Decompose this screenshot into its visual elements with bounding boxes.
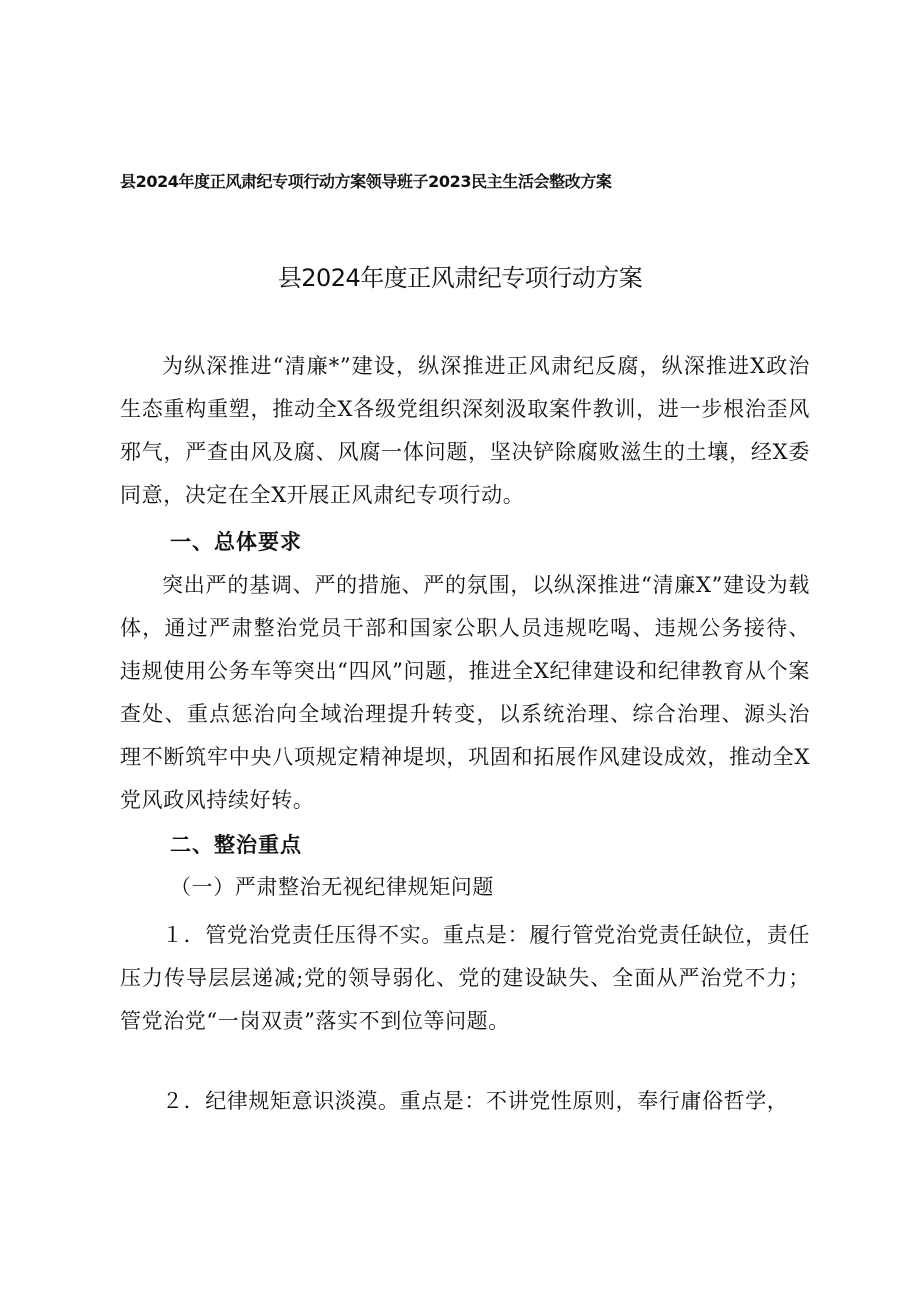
intro-paragraph: 为纵深推进“清廉*”建设，纵深推进正风肃纪反腐，纵深推进X政治生态重构重塑，推动全X各级党组织深刻汲取案件教训，进一步根治歪风邪气，严查由风及腐、风腐一体问题，坚决铲除腐败滋生的土壤，经X委同意，决定在全X开展正风肃纪专项行动。 [120,354,810,507]
section-1-paragraph: 突出严的基调、严的措施、严的氛围，以纵深推进“清廉X”建设为载体，通过严肃整治党员干部和国家公职人员违规吃喝、违规公务接待、违规使用公务车等突出“四风”问题，推进全X纪律建设和纪律教育从个案查处、重点惩治向全域治理提升转变，以系统治理、综合治理、源头治理不断筑牢中央八项规定精神堤坝，巩固和拓展作风建设成效，推动全X党风政风持续好转。 [120,573,810,812]
section-1-heading: 一、总体要求 [170,530,302,554]
document-title: 县2024年度正风肃纪专项行动方案 [277,264,643,292]
document-header: 县2024年度正风肃纪专项行动方案领导班子2023民主生活会整改方案 [120,172,612,191]
subsection-1-heading: （一）严肃整治无视纪律规矩问题 [170,875,494,899]
item-2-paragraph: ２．纪律规矩意识淡漠。重点是：不讲党性原则，奉行庸俗哲学， [162,1089,789,1113]
section-2-heading: 二、整治重点 [170,833,302,857]
item-1-paragraph: １．管党治党责任压得不实。重点是：履行管党治党责任缺位，责任压力传导层层递减;党的领导弱化、党的建设缺失、全面从严治党不力；管党治党“一岗双责”落实不到位等问题。 [120,923,810,1033]
